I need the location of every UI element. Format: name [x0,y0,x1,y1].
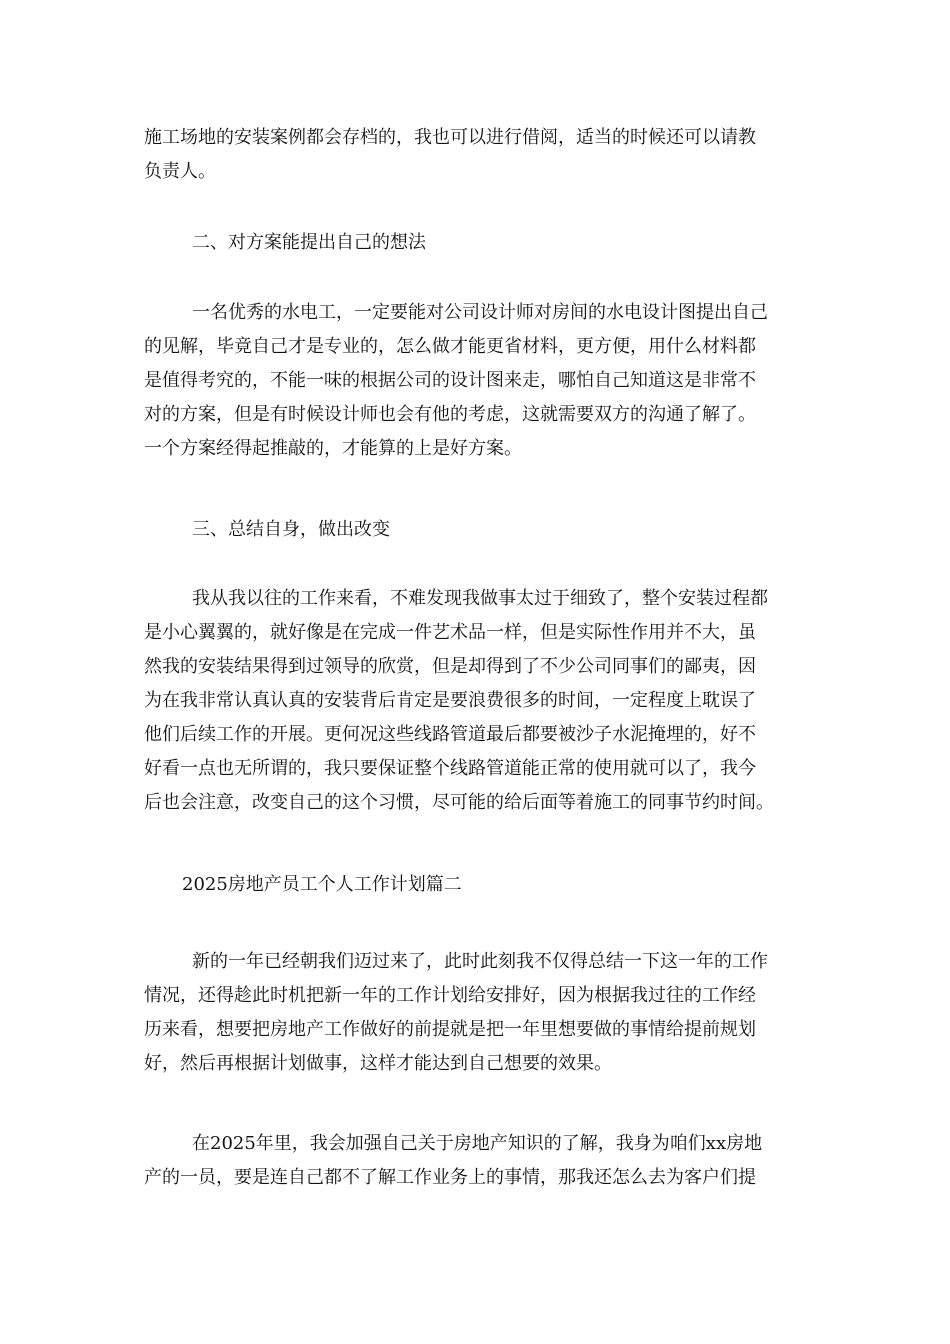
text-line: 然我的安装结果得到过领导的欣赏，但是却得到了不少公司同事们的鄙夷，因 [144,656,756,677]
text-line: 好，然后再根据计划做事，这样才能达到自己想要的效果。 [144,1053,612,1074]
text-line: 情况，还得趁此时机把新一年的工作计划给安排好，因为根据我过往的工作经 [144,985,756,1006]
heading-text: 三、总结自身，做出改变 [192,519,390,540]
paragraph-4 [144,945,824,1081]
text-line: 是值得考究的，不能一味的根据公司的设计图来走，哪怕自己知道这是非常不 [144,370,756,391]
text-line: 我从我以往的工作来看，不难发现我做事太过于细致了，整个安装过程都 [192,588,768,609]
paragraph-5 [144,1127,824,1195]
section-title-text: 2025房地产员工个人工作计划篇二 [182,874,462,895]
text-line: 好看一点也无所谓的，我只要保证整个线路管道能正常的使用就可以了，我今 [144,758,756,779]
text-line: 的见解，毕竟自己才是专业的，怎么做才能更省材料，更方便，用什么材料都 [144,336,756,357]
text-line: 新的一年已经朝我们迈过来了，此时此刻我不仅得总结一下这一年的工作 [192,951,768,972]
text-line: 负责人。 [144,161,216,182]
text-line: 一个方案经得起推敲的，才能算的上是好方案。 [144,438,522,459]
text-line: 施工场地的安装案例都会存档的，我也可以进行借阅，适当的时候还可以请教 [144,127,756,148]
text-line: 他们后续工作的开展。更何况这些线路管道最后都要被沙子水泥掩埋的，好不 [144,724,756,745]
text-line: 为在我非常认真认真的安装背后肯定是要浪费很多的时间，一定程度上耽误了 [144,690,756,711]
text-line: 对的方案，但是有时候设计师也会有他的考虑，这就需要双方的沟通了解了。 [144,404,756,425]
paragraph-2 [144,296,824,466]
text-line: 产的一员，要是连自己都不了解工作业务上的事情，那我还怎么去为客户们提 [144,1167,756,1188]
paragraph-3 [144,582,824,820]
heading-text: 二、对方案能提出自己的想法 [192,232,426,253]
text-line: 历来看，想要把房地产工作做好的前提就是把一年里想要做的事情给提前规划 [144,1019,756,1040]
paragraph-continuation [144,121,824,189]
text-line: 在2025年里，我会加强自己关于房地产知识的了解，我身为咱们xx房地 [192,1133,763,1154]
section-title [144,868,824,902]
text-line: 是小心翼翼的，就好像是在完成一件艺术品一样，但是实际性作用并不大，虽 [144,622,756,643]
section-heading-2 [144,226,824,260]
section-heading-3 [144,513,824,547]
text-line: 一名优秀的水电工，一定要能对公司设计师对房间的水电设计图提出自己 [192,302,768,323]
text-line: 后也会注意，改变自己的这个习惯，尽可能的给后面等着施工的同事节约时间。 [144,792,774,813]
